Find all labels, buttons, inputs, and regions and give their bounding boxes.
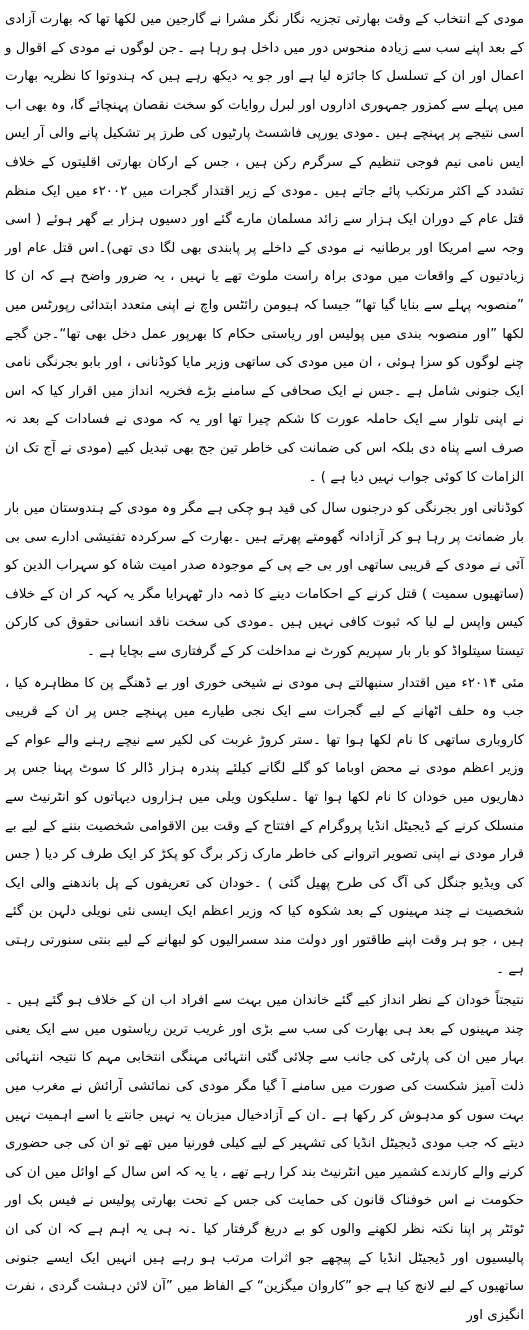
article-paragraph-2: کوڈنانی اور بجرنگی کو درجنوں سال کی قید ہو چکی ہے مگر وہ مودی کے ہندوستان میں بار بار ضمانت پر رہا ہو کر آزادانہ گھومتے پھرتے ہیں ۔بھارت کے سرکردہ تفتیشی ادارے سی بی آئی نے مودی کے قریبی ساتھی اور بی جے پی کے موجودہ صدر امیت شاہ کو سہراب الدین کو (ساتھیوں سمیت ) قتل کرنے کے احکامات دینے کا ذمہ دار ٹھہرایا مگر یہ کہہ کر ان کے خلاف کیس واپس لے لیا کہ ثبوت کافی نہیں ہیں ۔مودی کی سخت ناقد انسانی حقوق کی کارکن تیستا سیتلواڈ کو بار بار سپریم کورٹ نے مداخلت کر کے گرفتاری سے بچایا ہے ۔ [5,501,524,660]
article-paragraph-4: نتیجتاً خودان کے نظر انداز کیے گئے خاندان میں بہت سے افراد اب ان کے خلاف ہو گئے ہیں ۔چند مہینوں کے بعد ہی بھارت کی سب سے بڑی اور غریب ترین ریاستوں میں سے ایک یعنی بہار میں ان کی پارٹی کی جانب سے چلائی گئی انتہائی مہنگی انتخابی مہم کا نتیجہ انتہائی ذلت آمیز شکست کی صورت میں سامنے آ گیا مگر مودی کی نمائشی آرائش نے مغرب میں بہت سوں کو مدہوش کر رکھا ہے ۔ان کے آزادخیال میزبان یہ نہیں جانتے یا اسے اہمیت نہیں دیتے کہ جب مودی ڈیجیٹل انڈیا کی تشہیر کے لیے کیلی فورنیا میں تھے تو ان کی جی حضوری کرنے والے کارندے کشمیر میں انٹرنیٹ بند کرا رہے تھے ، یا یہ کہ اس سال کے اوائل میں ان کی حکومت نے اس خوفناک قانون کی حمایت کی جس کے تحت بھارتی پولیس نے فیس بک اور ٹوئٹر پر اپنا نکتہ نظر لکھنے والوں کو بے دریغ گرفتار کیا ۔نہ ہی یہ اہم ہے کہ ان کی ان پالیسیوں اور ڈیجیٹل انڈیا کے پیچھے جو اثرات مرتب ہو رہے ہیں انہیں ایک ایسے جنونی ساتھیوں کے لیے لانچ کیا ہے جو ”کاروان میگزین“ کے الفاظ میں ”آن لائن دہشت گردی ، نفرت انگیزی اور [5,993,524,1323]
article-paragraph-3: مئی ۲۰۱۴ء میں اقتدار سنبھالتے ہی مودی نے شیخی خوری اور بے ڈھنگے پن کا مظاہرہ کیا ، جب وہ حلف اٹھانے کے لیے گجرات سے ایک نجی طیارے میں پہنچے جس پر ان کے قریبی کاروباری ساتھی کا نام لکھا ہوا تھا ۔ستر کروڑ غربت کی لکیر سے نیچے رہنے والے عوام کے وزیر اعظم مودی نے محض اوباما کو گلے لگانے کیلئے پندرہ ہزار ڈالر کا سوٹ پہنا جس پر دھاریوں میں خودان کا نام لکھا ہوا تھا ۔سلیکون ویلی میں ہزاروں دیہاتوں کو انٹرنیٹ سے منسلک کرنے کے ڈیجیٹل انڈیا پروگرام کے افتتاح کے وقت بین الاقوامی شخصیت بننے کے لیے بے قرار مودی نے اپنی تصویر اتروانے کی خاطر مارک زکر برگ کو پکڑ کر ایک طرف کر دیا ( جس کی ویڈیو جنگل کی آگ کی طرح پھیل گئی ) ۔خودان کی تعریفوں کے پل باندھنے والی ایک شخصیت نے چند مہینوں کے بعد شکوہ کیا کہ وزیر اعظم ایک ایسی نئی نویلی دلہن بن گئے ہیں ، جو ہر وقت اپنے طاقتور اور دولت مند سسرالیوں کو لبھانے کے لیے بنتی سنورتی رہتی ہے ۔ [5,675,524,977]
article-paragraph-1: مودی کے انتخاب کے وقت بھارتی تجزیہ نگار نگر مشرا نے گارجین میں لکھا تھا کہ بھارت آزادی کے بعد اپنے سب سے زیادہ منحوس دور میں داخل ہو رہا ہے ۔جن لوگوں نے مودی کے اقوال و اعمال اور ان کے تسلسل کا جائزہ لیا ہے اور جو یہ دیکھ رہے ہیں کہ ہندوتوا کا نظریہ بھارت میں پہلے سے کمزور جمہوری اداروں اور لبرل روایات کو سخت نقصان پہنچائے گا، وہ بھی اب اسی نتیجے پر پہنچے ہیں ۔مودی یورپی فاشسٹ پارٹیوں کی طرز پر تشکیل پانے والی آر ایس ایس نامی نیم فوجی تنظیم کے سرگرم رکن ہیں ، جس کے ارکان بھارتی اقلیتوں کے خلاف تشدد کے اکثر مرتکب پائے جاتے ہیں ۔مودی کے زیر اقتدار گجرات میں ۲۰۰۲ء میں ایک منظم قتل عام کے دوران ایک ہزار سے زائد مسلمان مارے گئے اور دسیوں ہزار بے گھر ہوئے ( اسی وجہ سے امریکا اور برطانیہ نے مودی کے داخلے پر پابندی بھی لگا دی تھی)۔اس قتل عام اور زیادتیوں کے واقعات میں مودی براہ راست ملوث تھے یا نہیں ، یہ ضرور واضح ہے کہ ان کا ”منصوبہ پہلے سے بنایا گیا تھا“ جیسا کہ ہیومن رائٹس واچ نے اپنی متعدد ابتدائی رپورٹس میں لکھا ”اور منصوبہ بندی میں پولیس اور ریاستی حکام کا بھرپور عمل دخل بھی تھا“۔جن گجے چنے لوگوں کو سزا ہوئی ، ان میں مودی کی ساتھی وزیر مایا کوڈنانی ، اور بابو بجرنگی نامی ایک جنونی شامل ہے ۔جس نے ایک صحافی کے سامنے بڑے فخریہ انداز میں اقرار کیا کہ اس نے اپنی تلوار سے ایک حاملہ عورت کا شکم چیرا تھا اور یہ کہ مودی نے فسادات کے بعد نہ صرف اسے پناہ دی بلکہ اس کی ضمانت کی خاطر تین جج بھی تبدیل کیے (مودی نے آج تک ان الزامات کا کوئی جواب نہیں دیا ہے ) ۔ [5,12,525,485]
